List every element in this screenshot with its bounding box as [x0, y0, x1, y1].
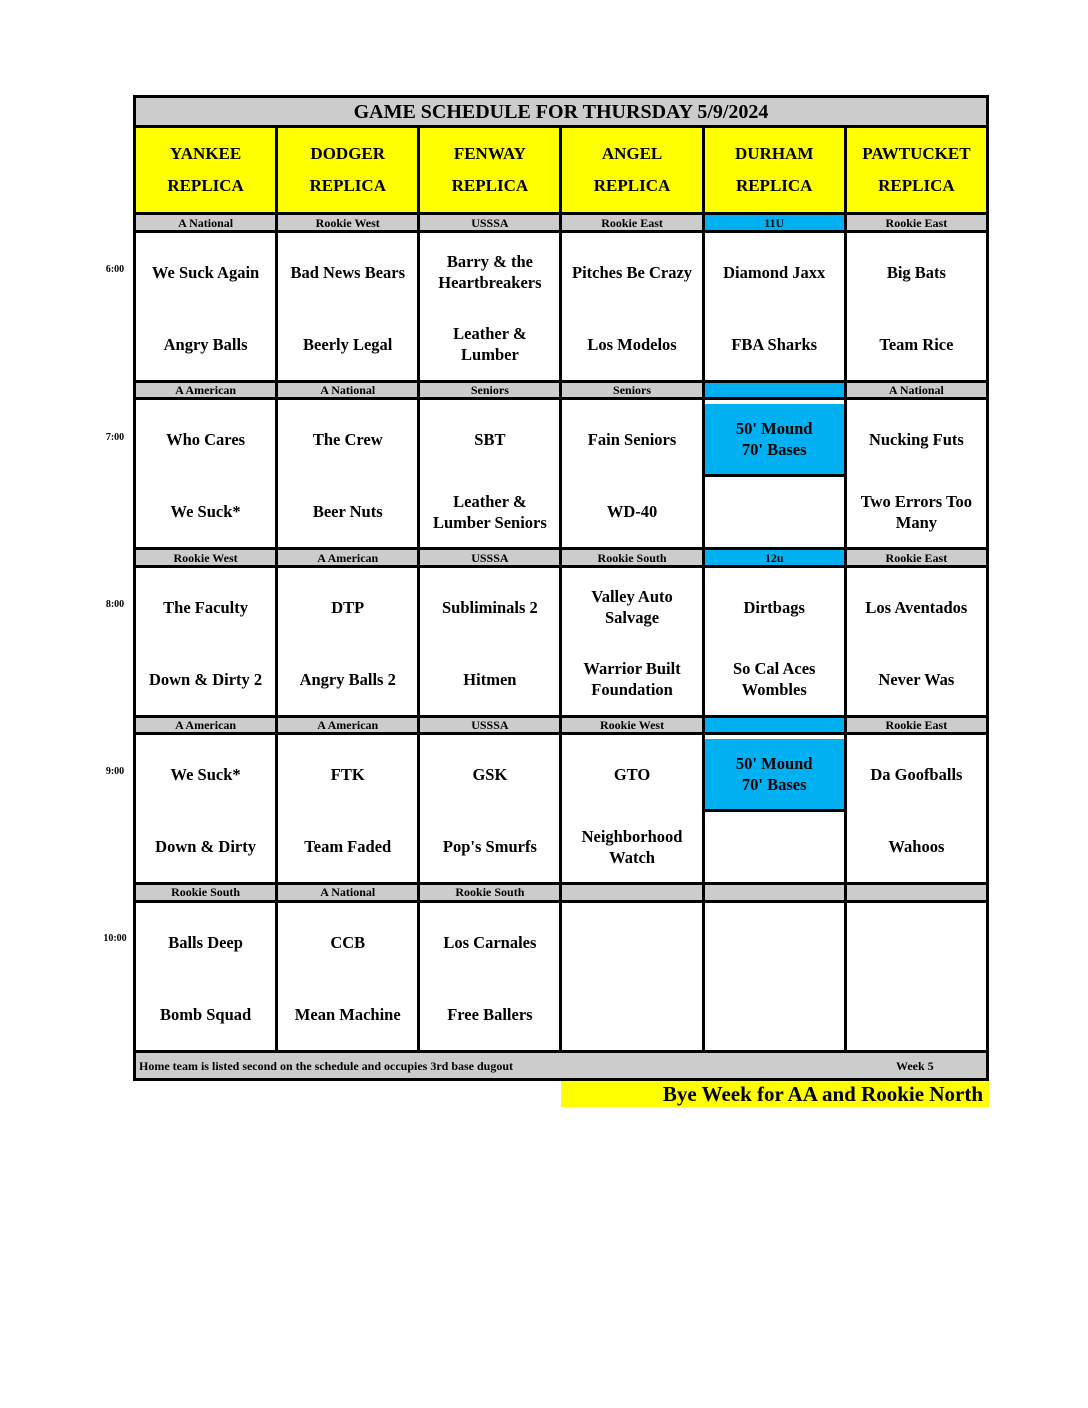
home-team: Beerly Legal — [303, 334, 393, 354]
home-team: Bomb Squad — [159, 1004, 252, 1024]
visiting-team: Dirtbags — [743, 597, 805, 617]
visiting-team: SBT — [474, 430, 506, 450]
visiting-team: Subliminals 2 — [441, 597, 538, 617]
division-label: USSSA — [419, 214, 561, 232]
game-cell — [135, 232, 277, 382]
division-label: Rookie South — [419, 884, 561, 902]
division-label: A National — [277, 381, 419, 399]
game-cell — [845, 399, 987, 549]
field-header — [703, 127, 845, 214]
game-cell — [845, 232, 987, 382]
game-cell — [419, 399, 561, 549]
game-cell — [277, 399, 419, 549]
field-header — [561, 127, 703, 214]
game-cell — [277, 566, 419, 716]
home-team: Two Errors Too Many — [860, 491, 973, 532]
visiting-team: Who Cares — [166, 430, 246, 450]
home-team: Warrior Built Foundation — [583, 659, 681, 700]
division-label: 12u — [703, 549, 845, 567]
base-distance: 70' Bases — [741, 439, 807, 459]
game-cell — [277, 901, 419, 1051]
base-distance: 70' Bases — [741, 774, 807, 794]
division-label: USSSA — [419, 549, 561, 567]
time-slot-label: 10:00 — [103, 933, 127, 944]
home-team: Never Was — [878, 669, 955, 689]
game-cell — [845, 734, 987, 884]
game-cell — [703, 399, 845, 549]
division-label: Rookie East — [845, 214, 987, 232]
game-cell — [561, 901, 703, 1051]
home-team: We Suck* — [170, 502, 241, 522]
home-team: Mean Machine — [294, 1004, 401, 1024]
division-label: USSSA — [419, 716, 561, 734]
division-label: Seniors — [561, 381, 703, 399]
game-cell — [419, 566, 561, 716]
game-cell — [135, 399, 277, 549]
game-cell — [703, 901, 845, 1051]
home-team — [562, 980, 701, 1048]
bye-week-note: Bye Week for AA and Rookie North — [561, 1081, 989, 1107]
home-team: Free Ballers — [447, 1004, 533, 1024]
home-team: Down & Dirty 2 — [148, 669, 263, 689]
game-cell — [419, 232, 561, 382]
visiting-team — [847, 908, 986, 976]
division-label: Rookie East — [845, 549, 987, 567]
visiting-team: CCB — [330, 932, 366, 952]
field-header — [135, 127, 277, 214]
division-label — [703, 884, 845, 902]
game-cell — [135, 901, 277, 1051]
home-team: Angry Balls 2 — [299, 669, 396, 689]
game-cell — [277, 734, 419, 884]
visiting-team: Balls Deep — [168, 932, 243, 952]
home-team: Leather & Lumber Seniors — [432, 491, 547, 532]
game-cell — [135, 566, 277, 716]
home-team: Team Faded — [304, 837, 392, 857]
home-team: Los Modelos — [587, 334, 677, 354]
visiting-team: Fain Seniors — [587, 430, 677, 450]
mound-distance: 50' Mound — [735, 418, 813, 438]
field-name: ANGEL — [601, 144, 663, 164]
home-team: Leather & Lumber — [453, 324, 527, 365]
division-label: A American — [135, 716, 277, 734]
time-slot-label: 6:00 — [105, 264, 125, 275]
field-name: YANKEE — [169, 144, 242, 164]
division-label: Rookie West — [277, 214, 419, 232]
home-team: Beer Nuts — [312, 502, 383, 522]
visiting-team: Big Bats — [886, 262, 946, 282]
field-dimensions-note — [705, 739, 844, 812]
visiting-team: Diamond Jaxx — [723, 262, 826, 282]
visiting-team: Los Carnales — [443, 932, 537, 952]
game-cell — [845, 901, 987, 1051]
time-slot-label: 9:00 — [105, 766, 125, 777]
visiting-team: The Crew — [312, 430, 383, 450]
time-slot-label: 7:00 — [105, 432, 125, 443]
game-cell — [703, 734, 845, 884]
home-team: WD-40 — [606, 502, 658, 522]
home-team: Wahoos — [888, 837, 945, 857]
field-name: FENWAY — [453, 144, 526, 164]
game-cell — [135, 734, 277, 884]
visiting-team: Barry & the Heartbreakers — [438, 252, 542, 293]
home-team: Hitmen — [463, 669, 517, 689]
division-label: Rookie East — [845, 716, 987, 734]
division-label: A National — [135, 214, 277, 232]
visiting-team: DTP — [331, 597, 365, 617]
division-label — [703, 716, 845, 734]
game-cell — [845, 566, 987, 716]
field-subtitle: REPLICA — [878, 176, 955, 196]
division-label: Seniors — [419, 381, 561, 399]
field-subtitle: REPLICA — [735, 176, 813, 196]
game-cell — [419, 901, 561, 1051]
visiting-team: Bad News Bears — [290, 262, 406, 282]
visiting-team: GSK — [472, 765, 508, 785]
mound-distance: 50' Mound — [735, 753, 813, 773]
field-header — [419, 127, 561, 214]
footer-bar — [135, 1051, 988, 1079]
division-label: A National — [277, 884, 419, 902]
home-team: So Cal Aces Wombles — [732, 659, 816, 700]
division-label — [845, 884, 987, 902]
visiting-team: We Suck Again — [151, 262, 260, 282]
visiting-team: Valley Auto Salvage — [591, 587, 673, 628]
field-name: DODGER — [310, 144, 386, 164]
game-cell — [419, 734, 561, 884]
home-team-note: Home team is listed second on the schedule and occupies 3rd base dugout — [139, 1058, 514, 1073]
game-cell — [561, 232, 703, 382]
division-label: A American — [277, 716, 419, 734]
visiting-team: GTO — [613, 765, 651, 785]
field-name: PAWTUCKET — [862, 144, 971, 164]
division-label: Rookie South — [135, 884, 277, 902]
home-team: Angry Balls — [163, 334, 248, 354]
game-cell — [561, 734, 703, 884]
visiting-team: We Suck* — [170, 765, 241, 785]
schedule-table — [133, 95, 989, 1081]
division-label: 11U — [703, 214, 845, 232]
field-subtitle: REPLICA — [309, 176, 386, 196]
division-label: Rookie West — [561, 716, 703, 734]
division-label: A American — [277, 549, 419, 567]
field-name: DURHAM — [735, 144, 814, 164]
field-header — [277, 127, 419, 214]
home-team — [705, 980, 844, 1048]
week-label: Week 5 — [896, 1058, 934, 1073]
visiting-team: Nucking Futs — [868, 430, 964, 450]
visiting-team: FTK — [330, 765, 365, 785]
visiting-team — [562, 908, 701, 976]
division-label — [561, 884, 703, 902]
field-subtitle: REPLICA — [167, 176, 244, 196]
visiting-team: The Faculty — [163, 597, 248, 617]
game-cell — [561, 566, 703, 716]
field-subtitle: REPLICA — [593, 176, 671, 196]
visiting-team: Pitches Be Crazy — [572, 262, 693, 282]
division-label: Rookie South — [561, 549, 703, 567]
time-slot-label: 8:00 — [105, 599, 125, 610]
field-header — [845, 127, 987, 214]
home-team: Down & Dirty — [155, 837, 256, 857]
home-team: Pop's Smurfs — [442, 837, 537, 857]
visiting-team — [705, 908, 844, 976]
visiting-team: Da Goofballs — [870, 765, 963, 785]
game-cell — [561, 399, 703, 549]
division-label: Rookie East — [561, 214, 703, 232]
field-subtitle: REPLICA — [451, 176, 529, 196]
home-team: Team Rice — [879, 334, 954, 354]
division-label — [703, 381, 845, 399]
division-label: A National — [845, 381, 987, 399]
home-team — [847, 980, 986, 1048]
game-cell — [703, 566, 845, 716]
home-team: FBA Sharks — [731, 334, 818, 354]
home-team: Neighborhood Watch — [581, 826, 683, 867]
division-label: A American — [135, 381, 277, 399]
visiting-team: Los Aventados — [865, 597, 968, 617]
division-label: Rookie West — [135, 549, 277, 567]
schedule-title: GAME SCHEDULE FOR THURSDAY 5/9/2024 — [135, 97, 988, 127]
game-cell — [277, 232, 419, 382]
field-dimensions-note — [705, 404, 844, 477]
game-cell — [703, 232, 845, 382]
